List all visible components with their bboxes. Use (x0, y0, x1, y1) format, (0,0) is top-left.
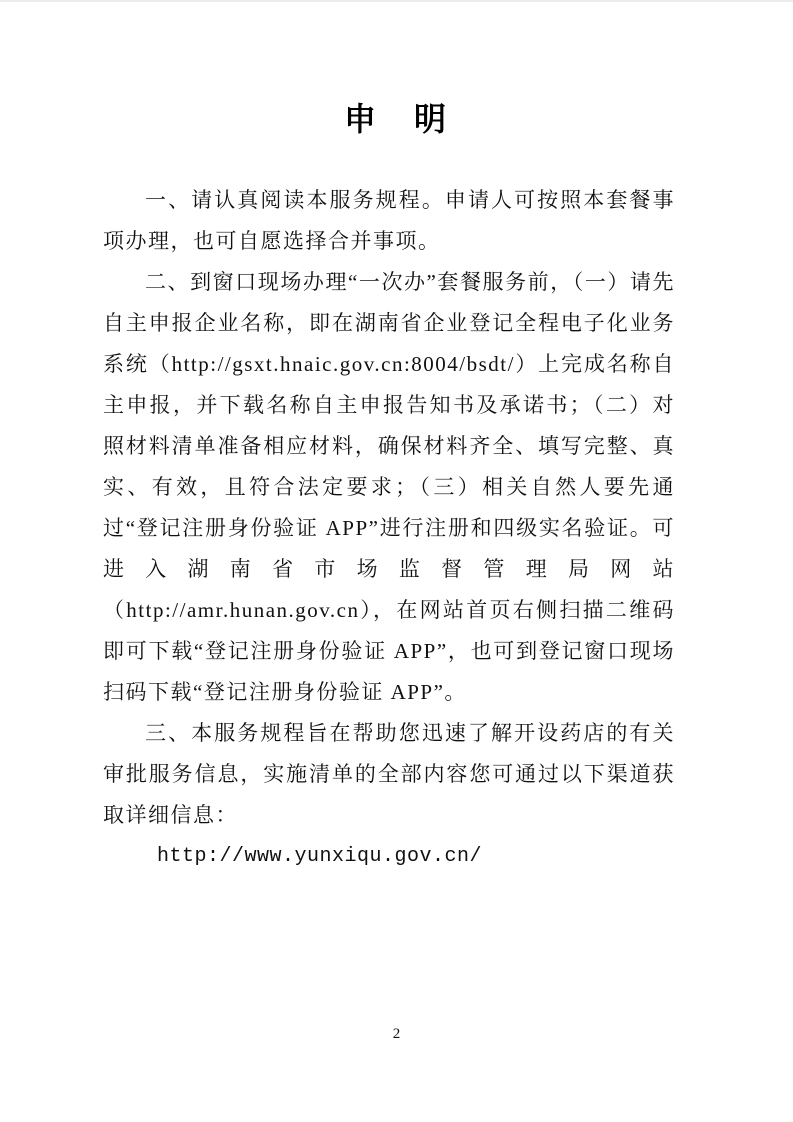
paragraph-2: 二、到窗口现场办理“一次办”套餐服务前，（一）请先自主申报企业名称，即在湖南省企业登记全程电子化业务系统（http://gsxt.hnaic.gov.cn:8004/bsdt/）上完成名称自主申报，并下载名称自主申报告知书及承诺书；（二）对照材料清单准备相应材料，确保材料齐全、填写完整、真实、有效，且符合法定要求；（三）相关自然人要先通过“登记注册身份验证 APP”进行注册和四级实名验证。可进入湖南省市场监督管理局网站（http://amr.hunan.gov.cn），在网站首页右侧扫描二维码即可下载“登记注册身份验证 APP”，也可到登记窗口现场扫码下载“登记注册身份验证 APP”。 (103, 270, 675, 704)
document-body (103, 180, 675, 877)
paragraph-3: 三、本服务规程旨在帮助您迅速了解开设药店的有关审批服务信息，实施清单的全部内容您可通过以下渠道获取详细信息： (103, 721, 675, 827)
paragraph-1: 一、请认真阅读本服务规程。申请人可按照本套餐事项办理，也可自愿选择合并事项。 (103, 188, 675, 253)
page-number: 2 (392, 1026, 401, 1042)
info-url-text: http://www.yunxiqu.gov.cn/ (157, 845, 483, 868)
document-title: 申 明 (343, 101, 449, 137)
